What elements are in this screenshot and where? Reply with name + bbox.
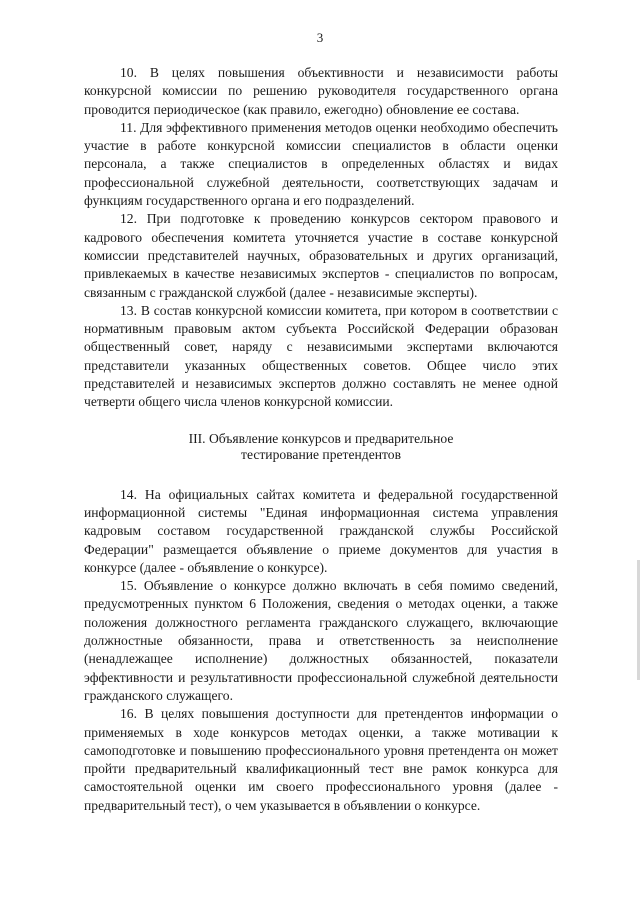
paragraph-13: 13. В состав конкурсной комиссии комитета, при котором в соответствии с нормативным правовым актом субъекта Российской Федерации образован общественный совет, наряду с независимыми экспертами включаются представители указанных общественных советов. Общее число этих представителей и независимых экспертов должно составлять не менее одной четверти общего числа членов конкурсной комиссии. bbox=[84, 302, 558, 410]
paragraph-15: 15. Объявление о конкурсе должно включать в себя помимо сведений, предусмотренных пунктом 6 Положения, сведения о методах оценки, а также положения должностного регламента гражданского служащего, включающие должностные обязанности, права и ответственность за неисполнение (ненадлежащее исполнение) должностных обязанностей, показатели эффективности и результативности профессиональной служебной деятельности гражданского служащего. bbox=[84, 578, 558, 703]
paragraph-10: 10. В целях повышения объективности и независимости работы конкурсной комиссии по решению руководителя государственного органа проводится периодическое (как правило, ежегодно) обновление ее состава. bbox=[84, 65, 558, 117]
paragraph-12: 12. При подготовке к проведению конкурсов сектором правового и кадрового обеспечения комитета уточняется участие в составе конкурсной комиссии представителей научных, образовательных и других организаций, привлекаемых в качестве независимых экспертов - специалистов по вопросам, связанным с гражданской службой (далее - независимые эксперты). bbox=[84, 211, 558, 300]
paragraph-14: 14. На официальных сайтах комитета и федеральной государственной информационной системы "Единая информационная система управления кадровым составом государственной гражданской службы Российской Федерации" размещается объявление о приеме документов для участия в конкурсе (далее - объявление о конкурсе). bbox=[84, 486, 558, 575]
document-body bbox=[84, 64, 558, 815]
paragraph-11: 11. Для эффективного применения методов оценки необходимо обеспечить участие в работе конкурсной комиссии специалистов в области оценки персонала, а также специалистов в определенных областях и видах профессиональной служебной деятельности, соответствующих задачам и функциям государственного органа и его подразделений. bbox=[84, 119, 558, 209]
section-heading-line-2: тестирование претендентов bbox=[241, 446, 401, 462]
paragraph-16: 16. В целях повышения доступности для претендентов информации о применяемых в ходе конкурсов методах оценки, а также мотивации к самоподготовке и повышению профессионального уровня претендента он может пройти предварительный квалификационный тест вне рамок конкурса для самостоятельной оценки им своего профессионального уровня (далее - предварительный тест), о чем указывается в объявлении о конкурсе. bbox=[84, 706, 558, 813]
section-heading bbox=[84, 431, 558, 463]
section-heading-line-1: III. Объявление конкурсов и предварительное bbox=[188, 430, 454, 446]
page-number: 3 bbox=[316, 30, 324, 45]
